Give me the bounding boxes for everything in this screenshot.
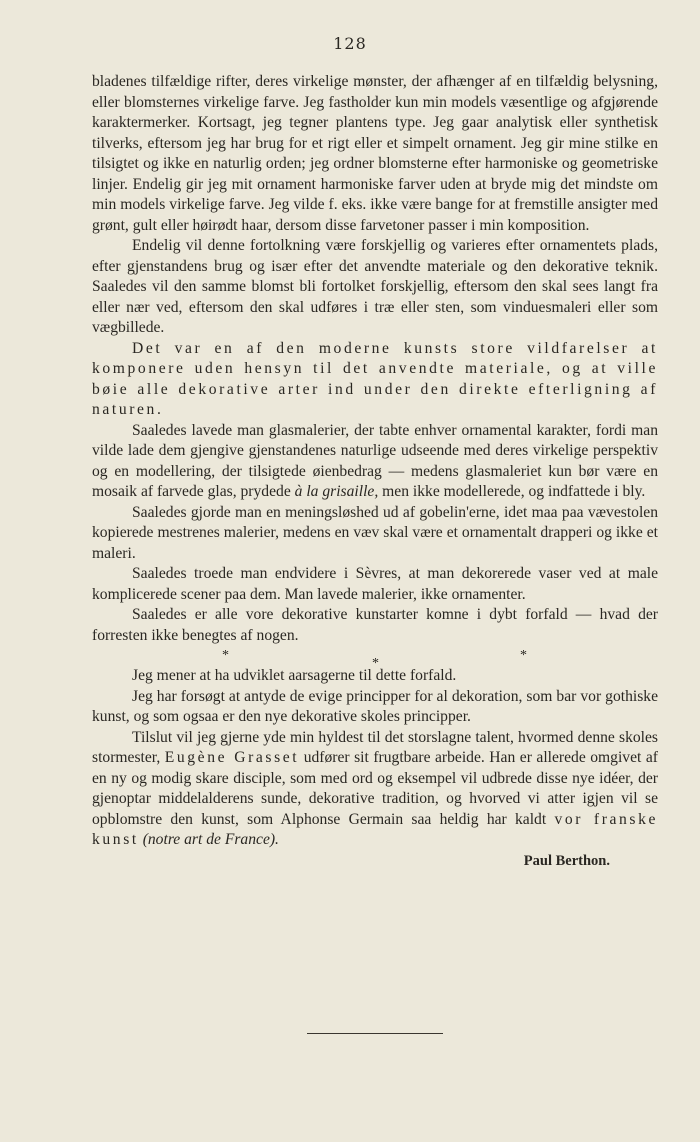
star-ornament: * — [222, 648, 229, 663]
page-number: 128 — [333, 34, 367, 53]
italic-phrase: (notre art de France). — [138, 831, 279, 848]
paragraph-10-text: Tilslut vil jeg gjerne yde min hyldest til det storslagne talent, hvormed denne skoles stormester, — [92, 728, 658, 766]
paragraph-9: Jeg har forsøgt at antyde de evige principper for al dekoration, som bar vor gothiske kunst, og som ogsaa er den nye dekorative skoles principper. — [92, 687, 658, 725]
paragraph-8: Jeg mener at ha udviklet aarsagerne til dette forfald. — [132, 667, 457, 684]
section-break-stars — [92, 646, 658, 671]
star-ornament: * — [520, 648, 527, 663]
paragraph-6: Saaledes troede man endvidere i Sèvres, at man dekorerede vaser ved at male komplicerede scener paa dem. Man lavede malerier, ikke ornamenter. — [92, 565, 658, 603]
paragraph-4 — [92, 421, 658, 503]
spaced-phrase: vor franske kunst — [92, 810, 658, 848]
paragraph-10-text-mid: udfører sit frugtbare arbeide. Han er allerede omgivet af en ny og modig skare disciple, som med ord og eksempel vil udbrede disse nye idéer, der gjenoptar middelalderens sunde, dekorative tradition, og hvorved vi atter igjen vil se opblomstre den kunst, som Alphonse Germain saa heldig har kaldt — [92, 749, 658, 828]
spaced-name: Eugène Grasset — [164, 749, 300, 766]
paragraph-5: Saaledes gjorde man en meningsløshed ud af gobelin'erne, idet maa paa vævestolen kopierede mestrenes malerier, medens en væv skal være et ornamentalt drapperi og ikke et maleri. — [92, 503, 658, 562]
paragraph-7: Saaledes er alle vore dekorative kunstarter komne i dybt forfald — hvad der forresten ikke benegtes af nogen. — [92, 606, 658, 644]
paragraph-1: bladenes tilfældige rifter, deres virkelige mønster, der afhænger af en tilfældig belysning, eller blomsternes virkelige farve. Jeg fastholder kun min models væsentlige og afgjørende karaktermerker. Kortsagt, jeg tegner plantens type. Jeg gaar analytisk eller synthetisk tilverks, eftersom jeg har brug for et rigt eller et simpelt ornament. Jeg gir mine stilke en tilsigtet og ikke en naturlig orden; jeg ordner blomsterne efter harmoniske og geometriske linjer. Endelig gir jeg mit ornament harmoniske farver uden at bryde mig det mindste om min models virkelige farve. Jeg vilde f. eks. ikke være bange for at fremstille ansigter med grønt, gult eller høirødt haar, dersom disse farvetoner passer i min komposition. — [92, 73, 658, 234]
paragraph-2: Endelig vil denne fortolkning være forskjellig og varieres efter ornamentets plads, efter gjenstandens brug og især efter det anvendte materiale og den dekorative teknik. Saaledes vil den samme blomst bli fortolket forskjellig, eftersom den skal sees langt fra eller nær ved, eftersom den skal udføres i træ eller sten, som vinduesmaleri eller som vægbillede. — [92, 237, 658, 336]
closing-rule — [307, 1033, 443, 1034]
paragraph-4-text: Saaledes lavede man glasmalerier, der tabte enhver ornamental karakter, fordi man vilde lade dem gjengive gjenstandenes naturlige udseende med deres virkelige perspektiv og en modellering, der tilsigtede øienbedrag — medens glasmaleriet kun bør være en mosaik af farvede glas, prydede — [92, 421, 658, 500]
body-text — [92, 72, 658, 871]
italic-phrase: à la grisaille, — [294, 483, 379, 500]
paragraph-3-spaced: Det var en af den moderne kunsts store vildfarelser at komponere uden hensyn til det anvendte materiale, og at ville bøie alle dekorative arter ind under den direkte efterligning af naturen. — [92, 339, 658, 418]
paragraph-4-text-end: men ikke modellerede, og indfattede i bly. — [378, 483, 646, 500]
paragraph-10 — [92, 728, 658, 851]
star-ornament: * — [372, 656, 379, 671]
author-signature: Paul Berthon. — [523, 852, 610, 869]
